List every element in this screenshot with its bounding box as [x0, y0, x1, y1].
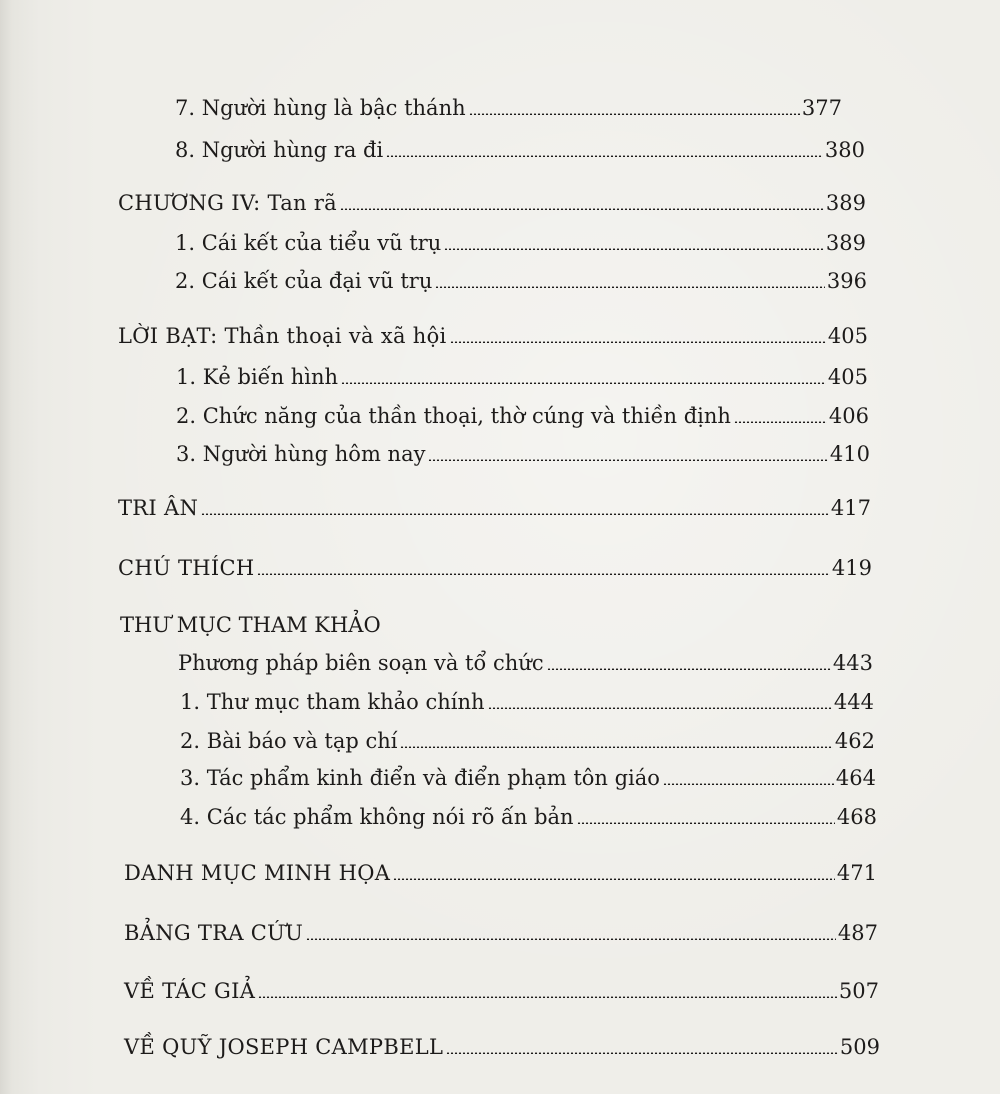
dot-leader: [258, 996, 837, 998]
toc-entry-title: 1. Kẻ biến hình: [176, 365, 339, 389]
dot-leader: [577, 822, 835, 824]
toc-entry-title: 7. Người hùng là bậc thánh: [175, 96, 466, 120]
toc-entry-title: LỜI BẠT: Thần thoại và xã hội: [118, 324, 447, 348]
dot-leader: [428, 459, 827, 461]
dot-leader: [386, 155, 823, 157]
dot-leader: [450, 341, 826, 343]
toc-entry-page: 406: [828, 404, 869, 428]
dot-leader: [306, 938, 836, 940]
dot-leader: [663, 783, 834, 785]
toc-entry-title: 4. Các tác phẩm không nói rõ ấn bản: [180, 805, 574, 829]
dot-leader: [393, 878, 835, 880]
dot-leader: [469, 113, 800, 115]
section-heading: THƯ MỤC THAM KHẢO: [120, 613, 381, 637]
dot-leader: [257, 573, 829, 575]
dot-leader: [547, 668, 831, 670]
toc-entry-title: 8. Người hùng ra đi: [175, 138, 384, 162]
dot-leader: [734, 421, 827, 423]
dot-leader: [400, 746, 832, 748]
toc-chapter-entry: [124, 978, 879, 1004]
dot-leader: [444, 248, 824, 250]
toc-chapter-entry: [118, 190, 866, 216]
toc-entry-page: 509: [839, 1035, 880, 1059]
toc-entry-page: 471: [836, 861, 877, 885]
toc-entry: [176, 441, 870, 467]
toc-entry-page: 377: [801, 96, 842, 120]
toc-entry-page: 405: [827, 365, 868, 389]
dot-leader: [340, 208, 824, 210]
toc-entry-page: 410: [829, 442, 870, 466]
toc-entry-page: 507: [838, 979, 879, 1003]
dot-leader: [488, 707, 832, 709]
toc-entry: [180, 804, 877, 830]
toc-entry: [176, 364, 868, 390]
toc-entry-title: DANH MỤC MINH HỌA: [124, 861, 391, 885]
toc-entry-title: Phương pháp biên soạn và tổ chức: [178, 651, 544, 675]
toc-entry-title: 1. Cái kết của tiểu vũ trụ: [175, 231, 442, 255]
toc-chapter-entry: [118, 323, 868, 349]
toc-entry-title: VỀ TÁC GIẢ: [124, 979, 256, 1003]
toc-entry: [175, 137, 865, 163]
toc-entry-page: 417: [830, 496, 871, 520]
dot-leader: [446, 1052, 838, 1054]
toc-entry: [176, 403, 869, 429]
toc-entry: [175, 268, 867, 294]
toc-entry: [175, 95, 842, 121]
toc-entry-page: 462: [834, 729, 875, 753]
toc-entry-title: VỀ QUỸ JOSEPH CAMPBELL: [124, 1035, 444, 1059]
dot-leader: [341, 382, 826, 384]
toc-entry-page: 419: [831, 556, 872, 580]
toc-entry-page: 396: [826, 269, 867, 293]
toc-entry-page: 380: [824, 138, 865, 162]
toc-entry-title: 2. Chức năng của thần thoại, thờ cúng và thiền định: [176, 404, 731, 428]
toc-entry-title: 1. Thư mục tham khảo chính: [180, 690, 485, 714]
toc-entry-title: 3. Người hùng hôm nay: [176, 442, 426, 466]
toc-entry-page: 405: [827, 324, 868, 348]
toc-entry-title: CHÚ THÍCH: [118, 556, 255, 580]
toc-entry-page: 464: [835, 766, 876, 790]
toc-entry-title: TRI ÂN: [118, 496, 199, 520]
dot-leader: [201, 513, 829, 515]
toc-entry-page: 389: [825, 231, 866, 255]
toc-chapter-entry: [118, 555, 872, 581]
toc-chapter-entry: [118, 495, 871, 521]
toc-chapter-entry: [124, 920, 878, 946]
toc-entry-page: 443: [832, 651, 873, 675]
toc-entry-title: 3. Tác phẩm kinh điển và điển phạm tôn giáo: [180, 766, 660, 790]
toc-entry-page: 468: [836, 805, 877, 829]
toc-entry: [178, 650, 873, 676]
toc-entry-title: 2. Cái kết của đại vũ trụ: [175, 269, 433, 293]
toc-entry-page: 389: [825, 191, 866, 215]
toc-entry: [180, 689, 874, 715]
toc-entry-page: 444: [833, 690, 874, 714]
toc-chapter-entry: [124, 860, 877, 886]
dot-leader: [435, 286, 825, 288]
toc-chapter-entry: [124, 1034, 880, 1060]
toc-entry: [175, 230, 866, 256]
toc-entry-title: 2. Bài báo và tạp chí: [180, 729, 398, 753]
toc-entry-page: 487: [837, 921, 878, 945]
toc-entry: [180, 728, 875, 754]
toc-entry: [180, 765, 876, 791]
toc-entry-title: CHƯƠNG IV: Tan rã: [118, 191, 337, 215]
toc-entry-title: BẢNG TRA CỨU: [124, 921, 304, 945]
